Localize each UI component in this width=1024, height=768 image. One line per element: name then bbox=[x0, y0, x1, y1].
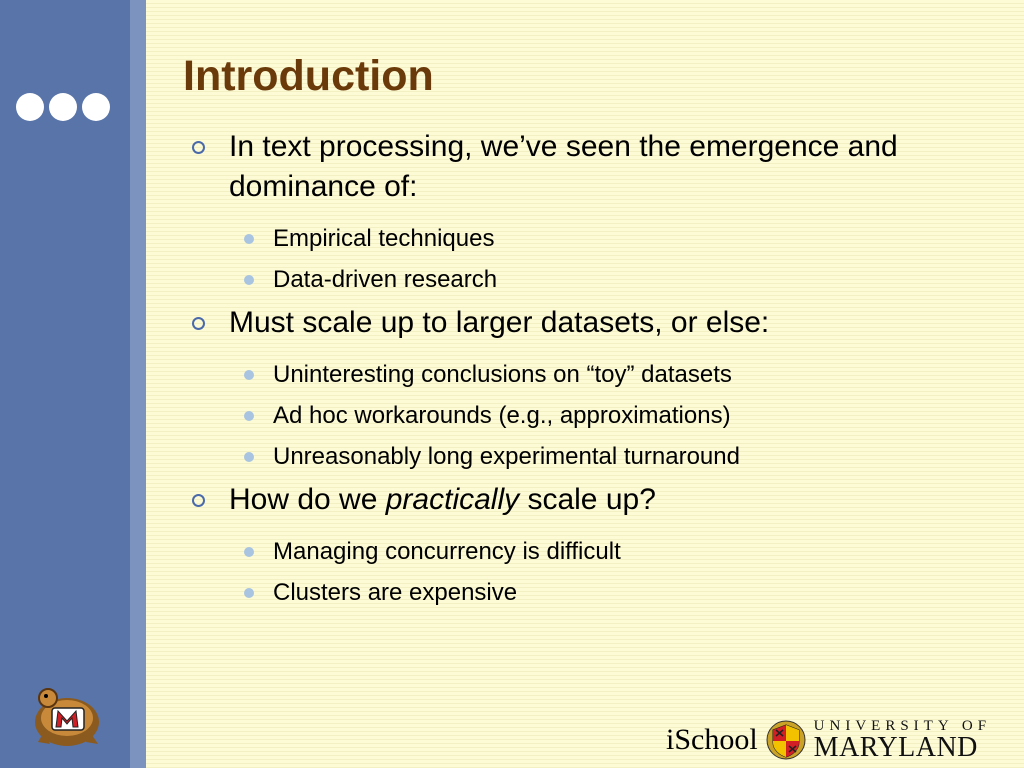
subbullet-item bbox=[190, 436, 990, 477]
bullet-text: In text processing, we’ve seen the emergence and dominance of: bbox=[229, 130, 898, 203]
subbullet-text: Empirical techniques bbox=[273, 225, 495, 252]
bullet-text-emphasis: practically bbox=[385, 483, 520, 516]
university-bottom-text: MARYLAND bbox=[813, 732, 978, 763]
filled-circle-bullet-icon bbox=[244, 452, 254, 462]
bullet-text-part: scale up? bbox=[519, 483, 656, 516]
subbullet-item bbox=[190, 572, 990, 613]
filled-circle-bullet-icon bbox=[244, 234, 254, 244]
subbullet-text: Data-driven research bbox=[273, 266, 498, 293]
subbullet-text: Managing concurrency is difficult bbox=[273, 538, 621, 565]
subbullet-list bbox=[190, 218, 990, 300]
bullet-text bbox=[229, 483, 656, 516]
bullet-item bbox=[190, 303, 990, 343]
subbullet-list bbox=[190, 354, 990, 477]
slide-title: Introduction bbox=[183, 52, 434, 100]
university-wordmark bbox=[814, 718, 991, 762]
dot bbox=[49, 93, 77, 121]
hollow-circle-bullet-icon bbox=[192, 141, 205, 154]
bullet-group bbox=[190, 127, 990, 300]
subbullet-item bbox=[190, 259, 990, 300]
filled-circle-bullet-icon bbox=[244, 588, 254, 598]
subbullet-item bbox=[190, 218, 990, 259]
bullet-group bbox=[190, 303, 990, 477]
subbullet-text: Ad hoc workarounds (e.g., approximations) bbox=[273, 402, 731, 429]
subbullet-item bbox=[190, 354, 990, 395]
terrapin-mascot-icon bbox=[30, 682, 104, 752]
bullet-list bbox=[190, 124, 990, 613]
subbullet-item bbox=[190, 395, 990, 436]
bullet-text-part: How do we bbox=[229, 483, 386, 516]
bullet-text: Must scale up to larger datasets, or else: bbox=[229, 306, 770, 339]
sidebar-stripe bbox=[130, 0, 146, 768]
three-dots-icon bbox=[16, 93, 110, 121]
filled-circle-bullet-icon bbox=[244, 275, 254, 285]
bullet-group bbox=[190, 480, 990, 613]
subbullet-text: Unreasonably long experimental turnaround bbox=[273, 443, 740, 470]
bullet-item bbox=[190, 480, 990, 520]
hollow-circle-bullet-icon bbox=[192, 494, 205, 507]
hollow-circle-bullet-icon bbox=[192, 317, 205, 330]
subbullet-text: Clusters are expensive bbox=[273, 579, 518, 606]
filled-circle-bullet-icon bbox=[244, 411, 254, 421]
subbullet-item bbox=[190, 531, 990, 572]
footer-logos bbox=[666, 716, 991, 764]
university-top-text: UNIVERSITY OF bbox=[813, 718, 992, 734]
dot bbox=[82, 93, 110, 121]
filled-circle-bullet-icon bbox=[244, 370, 254, 380]
dot bbox=[16, 93, 44, 121]
filled-circle-bullet-icon bbox=[244, 547, 254, 557]
subbullet-text: Uninteresting conclusions on “toy” datasets bbox=[273, 361, 732, 388]
maryland-seal-icon bbox=[766, 720, 806, 760]
subbullet-list bbox=[190, 531, 990, 613]
ischool-label: iSchool bbox=[666, 723, 758, 756]
bullet-item bbox=[190, 127, 990, 207]
